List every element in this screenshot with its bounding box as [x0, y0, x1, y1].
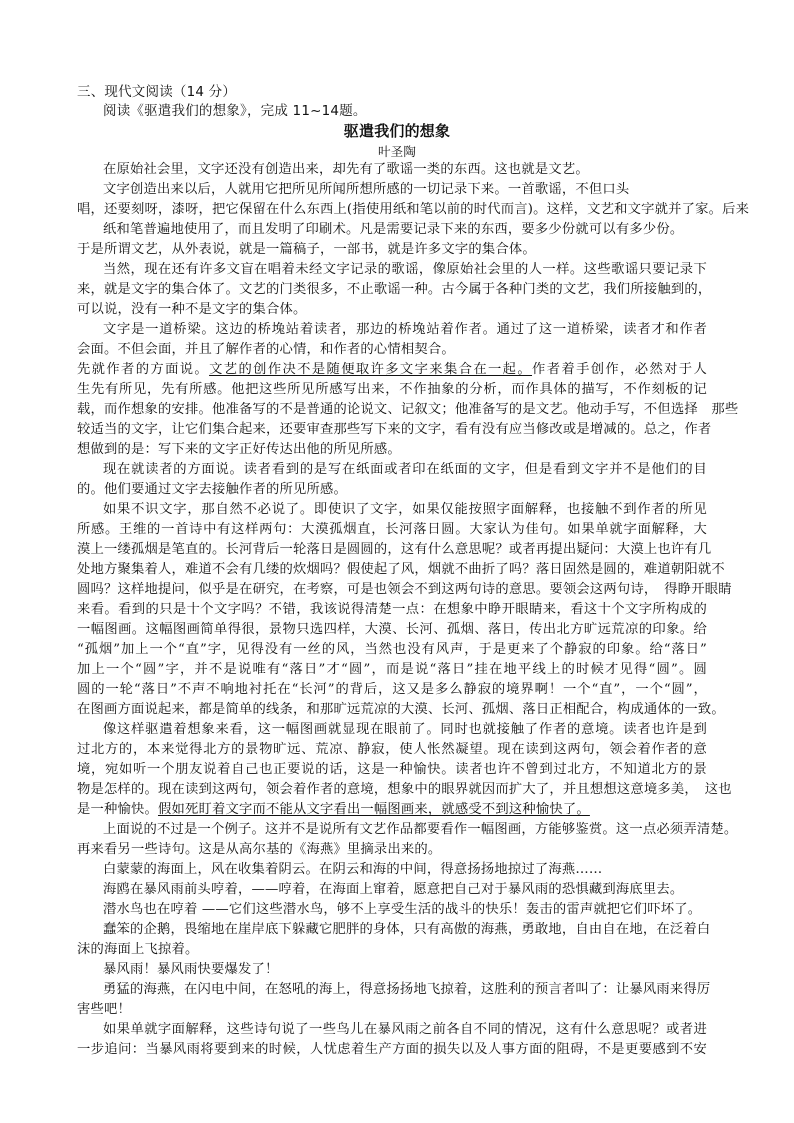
article-line: “孤烟”加上一个“直”字，见得没有一丝的风，当然也没有风声，于是更来了个静寂的印象。给“落日”: [77, 642, 707, 657]
article-line: 一幅图画。这幅图画简单得很，景物只选四样，大漠、长河、孤烟、落日，传出北方旷远荒凉的印象。给: [77, 622, 707, 637]
article-line: 会面。不但会面，并且了解作者的心情，和作者的心情相契合。: [77, 342, 455, 357]
article-line: 圆吗？这样地提问，似乎是在研究，在考察，可是也领会不到这两句诗的意思。要领会这两句诗， 得睁开眼睛: [77, 582, 732, 597]
article-line: 境，宛如听一个朋友说着自己也正要说的话，这是一种愉快。读者也许不曾到过北方，不知道北方的景: [77, 762, 707, 777]
article-line: 如果单就字面解释，这些诗句说了一些鸟儿在暴风雨之前各自不同的情况，这有什么意思呢？或者进: [103, 1022, 707, 1037]
article-line: 想做到的是：写下来的文字正好传达出他的所见所感。: [77, 442, 401, 457]
article-line: 如果不识文字，那自然不必说了。即使识了文字，如果仅能按照字面解释，也接触不到作者的所见: [103, 502, 707, 517]
article-line: 来，就是文字的集合体了。文艺的门类很多，不止歌谣一种。古今属于各种门类的文艺，我们所接触到的，: [77, 282, 712, 297]
article-line: 像这样驱遣着想象来看，这一幅图画就显现在眼前了。同时也就接触了作者的意境。读者也许是到: [103, 722, 707, 737]
article-line: 白蒙蒙的海面上，风在收集着阴云。在阴云和海的中间，得意扬扬地掠过了海燕……: [103, 862, 603, 877]
article-line: 载，而作想象的安排。他准备写的不是普通的论说文、记叙文；他准备写的是文艺。他动手写，不但选择 那些: [77, 402, 739, 417]
article-line: 在图画方面说起来，都是简单的线条，和那旷远荒凉的大漠、长河、孤烟、落日正相配合，构成通体的一致。: [77, 702, 725, 717]
article-line: 文字是一道桥梁。这边的桥堍站着读者，那边的桥堍站着作者。通过了这一道桥梁，读者才和作者: [103, 322, 707, 337]
article-line: 上面说的不过是一个例子。这并不是说所有文艺作品都要看作一幅图画，方能够鉴赏。这一点必须弄清楚。: [103, 822, 738, 837]
article-line: 所感。王维的一首诗中有这样两句：大漠孤烟直，长河落日圆。大家认为佳句。如果单就字面解释，大: [77, 522, 707, 537]
article-line: 漠上一缕孤烟是笔直的。长河背后一轮落日是圆圆的，这有什么意思呢？或者再提出疑问：大漠上也许有几: [77, 542, 712, 557]
article-line: 沫的海面上飞掠着。: [77, 942, 199, 957]
article-line: 再来看另一些诗句。这是从高尔基的《海燕》里摘录出来的。: [77, 842, 442, 857]
underlined-sentence: 假如死盯着文字而不能从文字看出一幅图画来，就感受不到这种愉快了。: [157, 802, 590, 817]
section-instruction: 阅读《驱遣我们的想象》，完成 11~14题。: [103, 103, 367, 119]
article-line: 是一种愉快。假如死盯着文字而不能从文字看出一幅图画来，就感受不到这种愉快了。: [77, 802, 590, 817]
article-line: 圆的一轮“落日”不声不响地衬托在“长河”的背后，这又是多么静寂的境界啊！一个“直”，一个“圆”，: [77, 682, 707, 697]
article-line: 来看。看到的只是十个文字吗？不错，我该说得清楚一点：在想象中睁开眼睛来，看这十个文字所构成的: [77, 602, 707, 617]
underlined-sentence: 文艺的创作决不是随便取许多文字来集合在一起。: [209, 362, 533, 377]
article-line: 加上一个“圆”字，并不是说唯有“落日”才“圆”，而是说“落日”挂在地平线上的时候才见得“圆”。圆: [77, 662, 707, 677]
article-line: 害些吧！: [77, 1002, 131, 1017]
article-line: 唱，还要刻呀，漆呀，把它保留在什么东西上(指使用纸和笔以前的时代而言)。这样，文艺和文字就并了家。后来: [77, 202, 750, 217]
article-line: 纸和笔普遍地使用了，而且发明了印刷术。凡是需要记录下来的东西，要多少份就可以有多少份。: [103, 222, 684, 237]
article-line: 一步追问：当暴风雨将要到来的时候，人忧虑着生产方面的损失以及人事方面的阻碍，不是更要感到不安: [77, 1042, 707, 1057]
article-line: 生先有所见，先有所感。他把这些所见所感写出来，不作抽象的分析，而作具体的描写，不作刻板的记: [77, 382, 707, 397]
article-line: 物是怎样的。现在读到这两句，领会着作者的意境，想象中的眼界就因而扩大了，并且想想这意境多美， 这也: [77, 782, 732, 797]
article-line: 暴风雨！暴风雨快要爆发了！: [103, 962, 279, 977]
article-author: 叶圣陶: [377, 144, 417, 159]
article-line: 先就作者的方面说。文艺的创作决不是随便取许多文字来集合在一起。作者着手创作，必然对于人: [77, 362, 707, 377]
article-line: 海鸥在暴风雨前头哼着，——哼着，在海面上窜着，愿意把自己对于暴风雨的恐惧藏到海底里去。: [103, 882, 684, 897]
article-line: 文字创造出来以后，人就用它把所见所闻所想所感的一切记录下来。一首歌谣，不但口头: [103, 182, 630, 197]
article-line: 处地方聚集着人，难道不会有几缕的炊烟吗？假使起了风，烟就不曲折了吗？落日固然是圆的，难道朝阳就不: [77, 562, 725, 577]
section-heading: 三、现代文阅读（14 分）: [77, 84, 237, 100]
article-title: 驱遣我们的想象: [343, 122, 451, 140]
article-line: 的。他们要通过文字去接触作者的所见所感。: [77, 482, 347, 497]
article-line: 在原始社会里，文字还没有创造出来，却先有了歌谣一类的东西。这也就是文艺。: [103, 162, 589, 177]
article-line: 过北方的，本来觉得北方的景物旷远、荒凉、静寂，使人怅然凝望。现在读到这两句，领会着作者的意: [77, 742, 707, 757]
article-line: 现在就读者的方面说。读者看到的是写在纸面或者印在纸面的文字，但是看到文字并不是他们的目: [103, 462, 707, 477]
article-line: 潜水鸟也在哼着 ——它们这些潜水鸟，够不上享受生活的战斗的快乐！轰击的雷声就把它们吓坏了。: [103, 902, 702, 917]
article-line: 可以说，没有一种不是文字的集合体。: [77, 302, 307, 317]
article-line: 于是所谓文艺，从外表说，就是一篇稿子，一部书，就是许多文字的集合体。: [77, 242, 536, 257]
article-line: 当然，现在还有许多文盲在唱着未经文字记录的歌谣，像原始社会里的人一样。这些歌谣只要记录下: [103, 262, 707, 277]
article-line: 蠢笨的企鹅，畏缩地在崖岸底下躲藏它肥胖的身体，只有高傲的海燕，勇敢地，自由自在地，在泛着白: [103, 922, 711, 937]
article-line: 较适当的文字，让它们集合起来，还要审查那些写下来的文字，看有没有应当修改或是增减的。总之，作者: [77, 422, 712, 437]
article-line: 勇猛的海燕，在闪电中间，在怒吼的海上，得意扬扬地飞掠着，这胜利的预言者叫了：让暴风雨来得厉: [103, 982, 711, 997]
